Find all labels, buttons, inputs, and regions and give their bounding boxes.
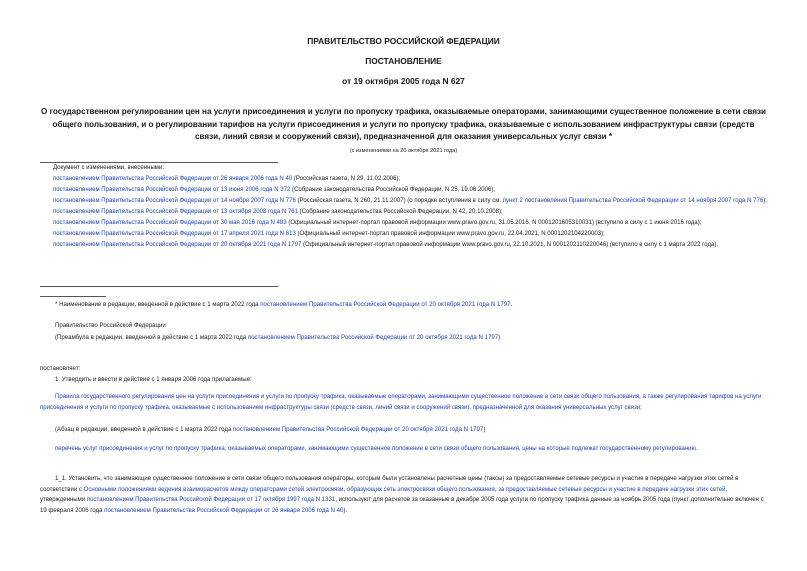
- abzac-note-text: (Абзац в редакции, введенной в действие с 1 марта 2022 года: [55, 426, 234, 433]
- header-doc-type: ПОСТАНОВЛЕНИЕ: [365, 56, 442, 66]
- change-link-3[interactable]: постановлением Правительства Российской Федерации от 14 ноября 2007 года N 776: [53, 198, 296, 204]
- rules-link[interactable]: Правила государственного регулирования цен на услуги присоединения и услуги по пропуску трафика, оказываемые операторами, занимающими существенное положение в сети связи общего пользования, а также регулирования тарифов на услуги присоединения и услуги по пропуску трафика, оказываемые с использованием инфраструктуры связи (средств связи, линий связи и сооружений связи), предназначенной для оказания универсальных услуг связи: [40, 394, 762, 411]
- change-item-6: [40, 229, 767, 240]
- changes-divider-bottom: [40, 286, 278, 287]
- perechen-link[interactable]: перечень услуг присоединения и услуг по пропуску трафика, оказываемых операторами, занимающими существенное положение в сети связи общего пользования, цены на которые подлежат государственному регулированию: [55, 446, 697, 452]
- paragraph-1: 1. Утвердить и ввести в действие с 1 января 2006 года прилагаемые:: [55, 376, 252, 383]
- header-date-number: от 19 октября 2005 года N 627: [342, 76, 465, 86]
- abzac-note: [55, 424, 767, 435]
- change-item-5: [40, 218, 767, 229]
- change-text-1: (Российская газета, N 29, 11.02.2006);: [292, 176, 401, 182]
- footnote-end: .: [510, 301, 513, 308]
- change-text-4: (Собрание законодательства Российской Федерации, N 42, 20.10.2008);: [298, 209, 503, 215]
- change-link-4[interactable]: постановлением Правительства Российской Федерации от 13 октября 2008 года N 761: [53, 209, 298, 215]
- p11-text-b: , утвержденными: [40, 486, 728, 503]
- p11-link-3[interactable]: постановлением Правительства Российской Федерации от 26 января 2006 года N 40: [104, 507, 344, 514]
- abzac-note-link[interactable]: постановлением Правительства Российской Федерации от 20 октября 2021 года N 1797: [233, 426, 484, 433]
- change-item-3: [40, 196, 767, 207]
- preamble-note: [55, 332, 767, 343]
- change-link-3b[interactable]: пункт 2 постановления Правительства Российской Федерации от 14 ноября 2007 года N 776: [502, 198, 764, 204]
- rules-end: ;: [640, 404, 642, 411]
- p11-text-d: ).: [343, 507, 348, 514]
- perechen-end: .: [696, 446, 698, 452]
- change-text-3: (Российская газета, N 260, 21.11.2007) (о порядке вступления в силу см.: [295, 198, 503, 204]
- decides-word: постановляет:: [40, 365, 81, 372]
- change-link-7[interactable]: постановлением Правительства Российской Федерации от 20 октября 2021 года N 1797: [53, 242, 302, 248]
- footnote-divider: [40, 296, 106, 297]
- p11-text-a: 1_1. Установить, что занимающие существенное положение в сети связи общего пользования операторы, которым были установлены расчетные цены (таксы) за предоставляемые сетевые ресурсы и участие в передаче нагрузки этих сетей в соответствии с: [40, 476, 739, 493]
- preamble-text: Правительство Российской Федерации: [55, 322, 166, 329]
- change-text-3b: );: [763, 198, 767, 204]
- paragraph-1-1: [40, 474, 767, 516]
- p11-link-2[interactable]: постановлением Правительства Российской Федерации от 17 октября 1997 года N 1331: [86, 497, 336, 503]
- document-title: О государственном регулировании цен на услуги присоединения и услуги по пропуску трафика, оказываемые операторами, занимающими существенное положение в сети связи общего пользования, и о регулировании тарифов на услуги присоединения и услуги по пропуску трафика, оказываемые с использованием инфраструктуры связи (средств связи, линий связи и сооружений связи), предназначенной для оказания универсальных услуг связи *: [41, 107, 766, 141]
- change-item-2: [40, 185, 767, 196]
- p11-text-c: , используют для расчетов за оказанные в декабре 2005 года услуги по пропуску трафика данные за ноябрь 2005 года (пункт дополнительно включен с 19 февраля 2006 года: [40, 497, 764, 514]
- header-org: ПРАВИТЕЛЬСТВО РОССИЙСКОЙ ФЕДЕРАЦИИ: [307, 36, 500, 46]
- change-item-7: [40, 240, 767, 251]
- change-text-7: (Официальный интернет-портал правовой информации www.pravo.gov.ru, 22.10.2021, N 0001202110220046) (вступило в силу с 1 марта 2022 года).: [301, 242, 719, 248]
- edition-note: (с изменениями на 20 октября 2021 года): [349, 148, 458, 154]
- preamble-note-link[interactable]: постановлением Правительства Российской Федерации от 20 октября 2021 года N 1797: [247, 334, 499, 341]
- change-text-5: (Официальный интернет-портал правовой информации www.pravo.gov.ru, 31.05.2016, N 0001201605310031) (вступило в силу с 1 июня 2016 года);: [286, 220, 702, 226]
- preamble-note-end: ): [498, 334, 501, 341]
- footnote-text: * Наименование в редакции, введенной в действие с 1 марта 2022 года: [55, 301, 261, 308]
- change-item-1: [40, 174, 767, 185]
- change-link-6[interactable]: постановлением Правительства Российской Федерации от 17 апреля 2021 года N 613: [53, 231, 296, 237]
- change-link-2[interactable]: постановлением Правительства Российской Федерации от 13 июня 2006 года N 372: [53, 187, 291, 193]
- perechen-paragraph: [40, 444, 767, 455]
- change-link-5[interactable]: постановлением Правительства Российской Федерации от 30 мая 2016 года N 483: [53, 220, 287, 226]
- footnote-link[interactable]: постановлением Правительства Российской Федерации от 20 октября 2021 года N 1797: [260, 301, 511, 308]
- rules-paragraph: [40, 392, 767, 413]
- change-text-2: (Собрание законодательства Российской Федерации, N 25, 19.06.2006);: [290, 187, 496, 193]
- p11-link-1[interactable]: Основными положениями ведения взаиморасчетов между операторами сетей электросвязи, образующих сеть электросвязи общего пользования, за предоставляемые сетевые ресурсы и участие в передаче нагрузки этих сетей: [83, 486, 726, 493]
- changes-list: [40, 163, 767, 251]
- changes-intro: Документ с изменениями, внесенными:: [53, 165, 165, 171]
- change-item-4: [40, 207, 767, 218]
- footnote: [55, 299, 767, 310]
- abzac-note-end: ): [483, 426, 486, 433]
- preamble-note-text: (Преамбула в редакции, введенной в действие с 1 марта 2022 года: [55, 334, 248, 341]
- change-link-1[interactable]: постановлением Правительства Российской Федерации от 26 января 2006 года N 40: [53, 176, 293, 182]
- change-text-6: (Официальный интернет-портал правовой информации www.pravo.gov.ru, 22.04.2021, N 0001202104220003);: [295, 231, 605, 237]
